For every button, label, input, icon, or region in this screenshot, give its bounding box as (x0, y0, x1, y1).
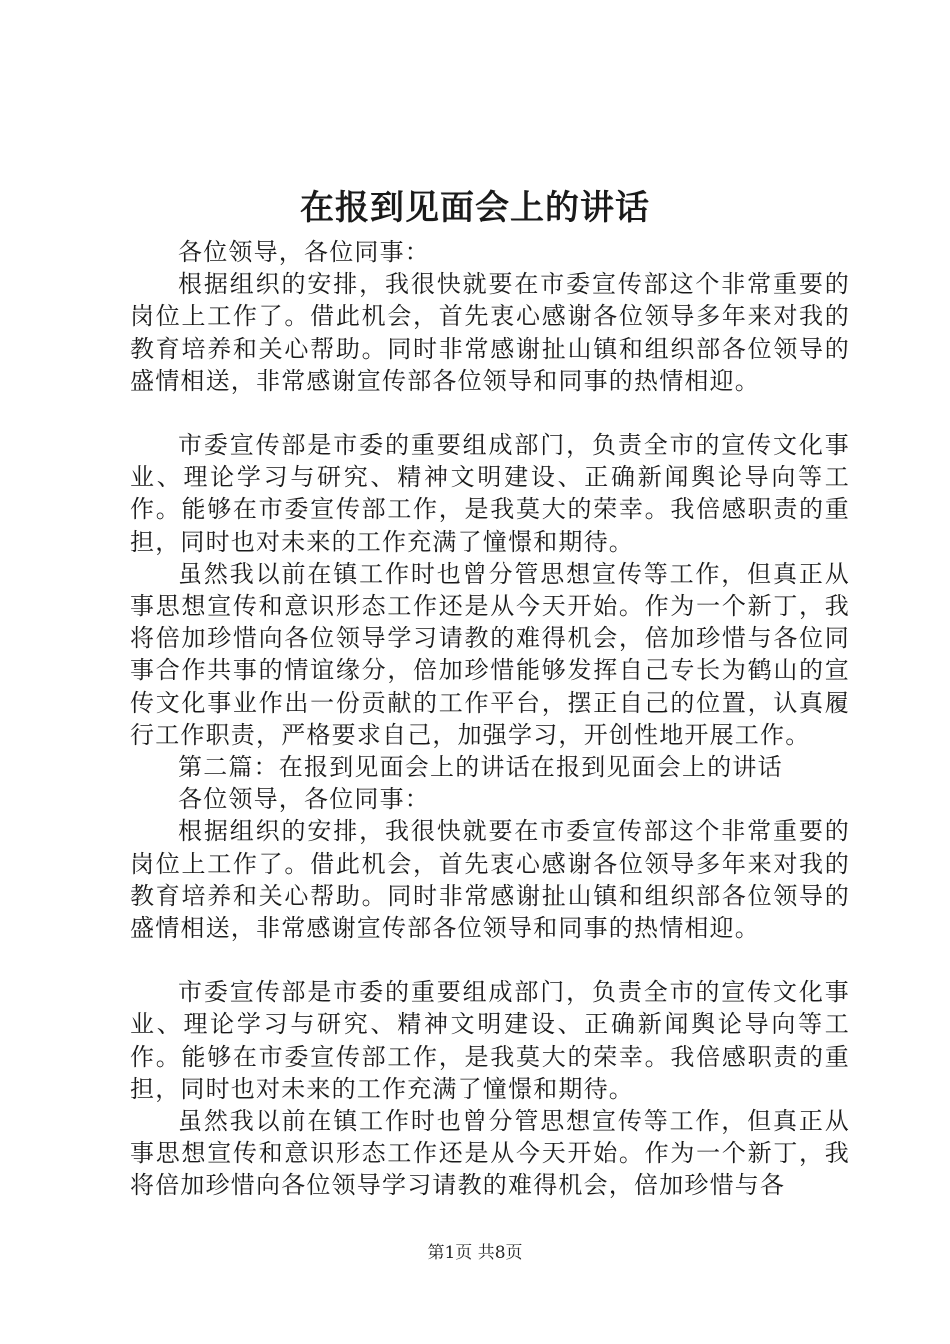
body-paragraph: 虽然我以前在镇工作时也曾分管思想宣传等工作，但真正从事思想宣传和意识形态工作还是从今天开始。作为一个新丁，我将倍加珍惜向各位领导学习请教的难得机会，倍加珍惜与各位同事合作共事的情谊缘分，倍加珍惜能够发挥自己专长为鹤山的宣传文化事业作出一份贡献的工作平台，摆正自己的位置，认真履行工作职责，严格要求自己，加强学习，开创性地开展工作。 (130, 559, 850, 749)
body-paragraph: 市委宣传部是市委的重要组成部门，负责全市的宣传文化事业、理论学习与研究、精神文明建设、正确新闻舆论导向等工作。能够在市委宣传部工作，是我莫大的荣幸。我倍感职责的重担，同时也对未来的工作充满了憧憬和期待。 (130, 431, 850, 556)
body-paragraph: 虽然我以前在镇工作时也曾分管思想宣传等工作，但真正从事思想宣传和意识形态工作还是从今天开始。作为一个新丁，我将倍加珍惜向各位领导学习请教的难得机会，倍加珍惜与各 (130, 1107, 850, 1200)
body-paragraph: 市委宣传部是市委的重要组成部门，负责全市的宣传文化事业、理论学习与研究、精神文明建设、正确新闻舆论导向等工作。能够在市委宣传部工作，是我莫大的荣幸。我倍感职责的重担，同时也对未来的工作充满了憧憬和期待。 (130, 978, 850, 1103)
document-body (130, 236, 850, 1202)
document-title: 在报到见面会上的讲话 (300, 188, 650, 228)
section-heading: 第二篇：在报到见面会上的讲话在报到见面会上的讲话 (178, 753, 783, 782)
salutation: 各位领导，各位同事： (178, 238, 430, 266)
page-number: 第1页 共8页 (427, 1243, 523, 1263)
paragraph-gap (130, 397, 850, 429)
salutation: 各位领导，各位同事： (178, 785, 430, 814)
paragraph-gap (130, 944, 850, 976)
body-paragraph: 根据组织的安排，我很快就要在市委宣传部这个非常重要的岗位上工作了。借此机会，首先衷心感谢各位领导多年来对我的教育培养和关心帮助。同时非常感谢扯山镇和组织部各位领导的盛情相送，非常感谢宣传部各位领导和同事的热情相迎。 (130, 817, 850, 943)
body-paragraph: 根据组织的安排，我很快就要在市委宣传部这个非常重要的岗位上工作了。借此机会，首先衷心感谢各位领导多年来对我的教育培养和关心帮助。同时非常感谢扯山镇和组织部各位领导的盛情相送，非常感谢宣传部各位领导和同事的热情相迎。 (130, 270, 850, 395)
